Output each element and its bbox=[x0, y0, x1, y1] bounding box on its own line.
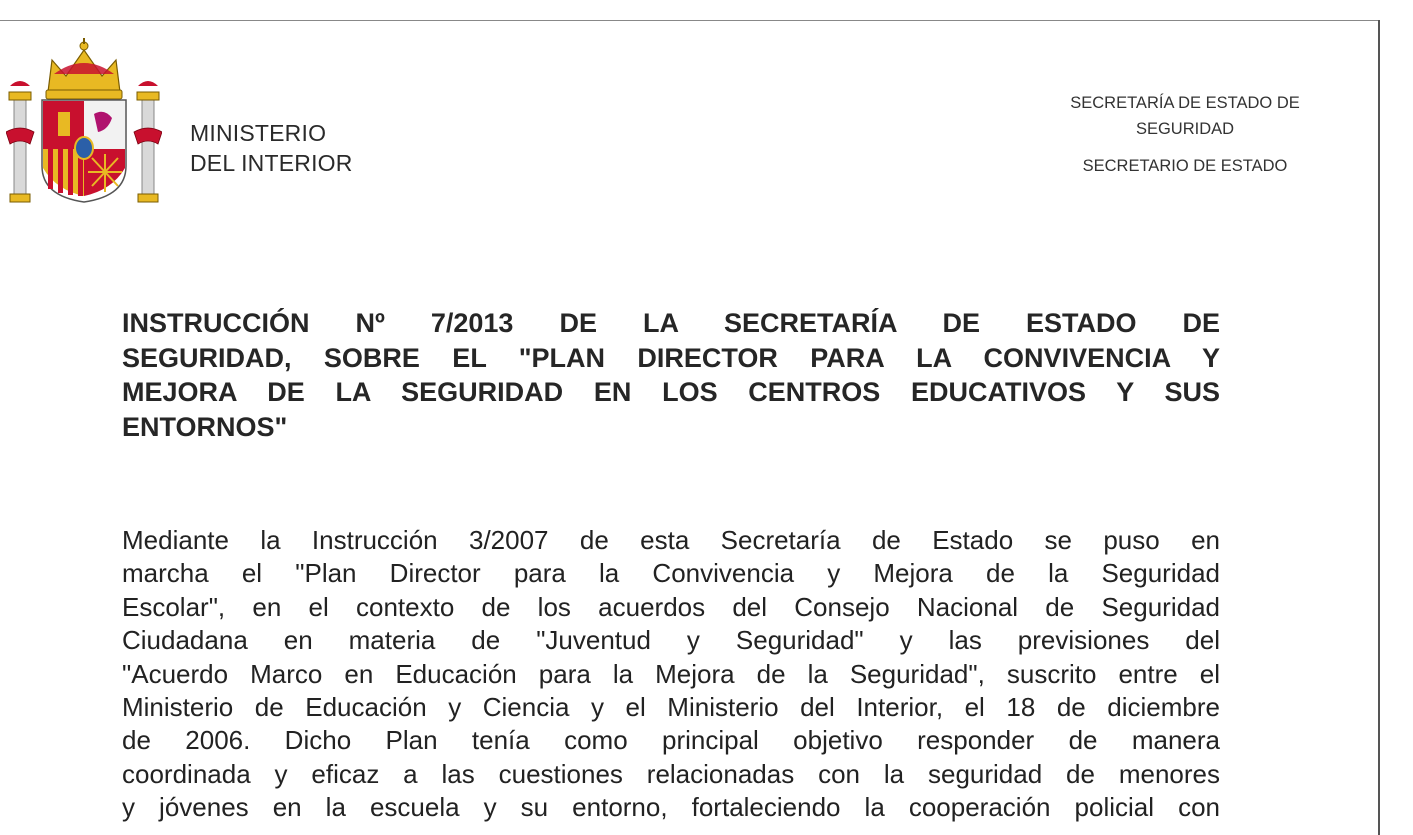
right-pillar-icon bbox=[134, 81, 162, 202]
body-line: coordinada y eficaz a las cuestiones relacionadas con la seguridad de menores bbox=[122, 758, 1220, 789]
body-paragraph bbox=[122, 524, 1220, 825]
page-border-top bbox=[0, 20, 1380, 21]
body-line: marcha el "Plan Director para la Convivencia y Mejora de la Seguridad bbox=[122, 558, 1220, 589]
body-line: Escolar", en el contexto de los acuerdos del Consejo Nacional de Seguridad bbox=[122, 591, 1220, 622]
body-line: Ministerio de Educación y Ciencia y el Ministerio del Interior, el 18 de diciembre bbox=[122, 692, 1220, 723]
body-line: "Acuerdo Marco en Educación para la Mejora de la Seguridad", suscrito entre el bbox=[122, 658, 1220, 689]
ministry-name bbox=[190, 118, 353, 178]
secretario-de-estado: SECRETARIO DE ESTADO bbox=[1082, 157, 1288, 175]
body-line: y jóvenes en la escuela y su entorno, fortaleciendo la cooperación policial con bbox=[122, 792, 1220, 823]
body-line: Ciudadana en materia de "Juventud y Seguridad" y las previsiones del bbox=[122, 625, 1220, 656]
title-line: ENTORNOS" bbox=[122, 411, 288, 442]
page-border-right bbox=[1378, 20, 1380, 835]
crown-icon bbox=[46, 38, 122, 99]
ministry-line1: MINISTERIO bbox=[190, 120, 327, 146]
ministry-line2: DEL INTERIOR bbox=[190, 150, 353, 176]
secretaria-line2: SEGURIDAD bbox=[1135, 120, 1235, 138]
secretaria-line1: SECRETARÍA DE ESTADO DE bbox=[1070, 94, 1300, 112]
document-title bbox=[122, 306, 1220, 444]
body-line: Mediante la Instrucción 3/2007 de esta Secretaría de Estado se puso en bbox=[122, 525, 1220, 555]
shield-icon bbox=[42, 100, 126, 202]
title-line: INSTRUCCIÓN Nº 7/2013 DE LA SECRETARÍA DE ESTADO DE bbox=[122, 308, 1220, 338]
body-line: de 2006. Dicho Plan tenía como principal objetivo responder de manera bbox=[122, 725, 1220, 756]
spanish-coat-of-arms-icon bbox=[6, 36, 162, 204]
secretaria-block bbox=[1010, 90, 1360, 179]
left-pillar-icon bbox=[6, 81, 34, 202]
title-line: SEGURIDAD, SOBRE EL "PLAN DIRECTOR PARA LA CONVIVENCIA Y bbox=[122, 342, 1220, 373]
title-line: MEJORA DE LA SEGURIDAD EN LOS CENTROS EDUCATIVOS Y SUS bbox=[122, 377, 1220, 407]
